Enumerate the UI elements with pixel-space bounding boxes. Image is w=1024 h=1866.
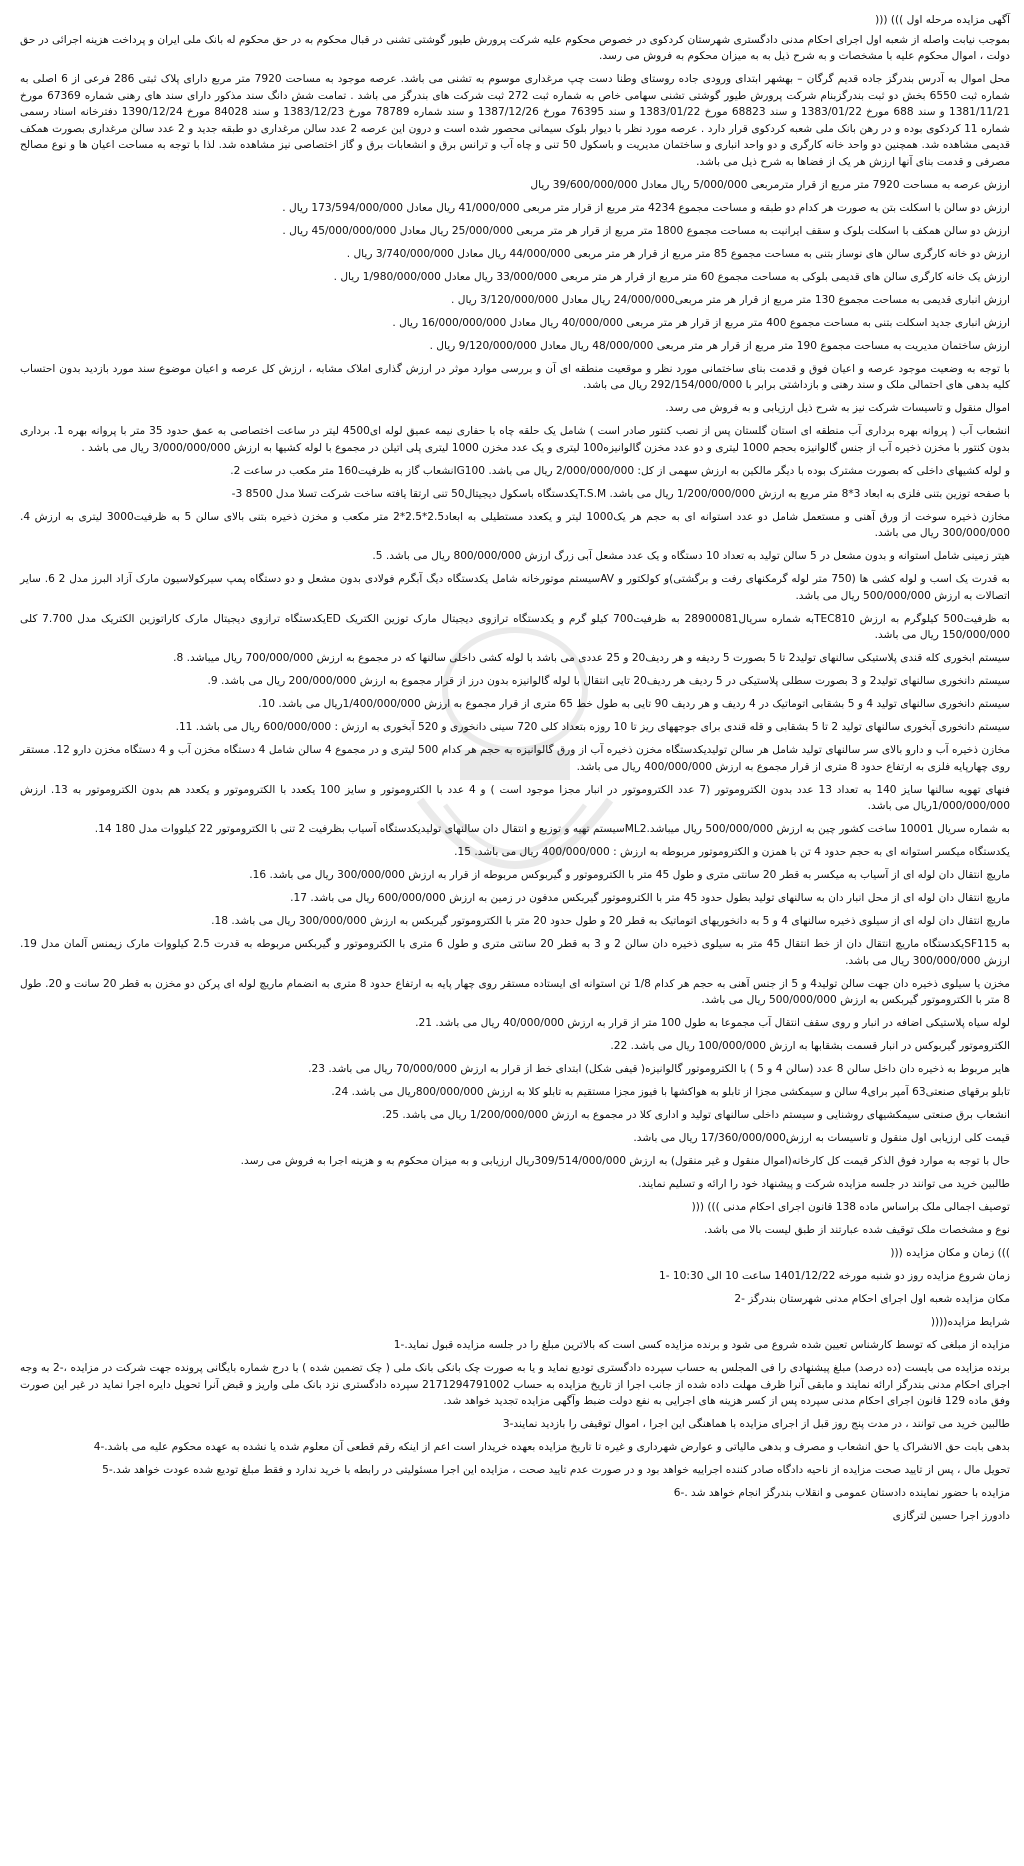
notice-paragraph: مخازن ذخیره آب و دارو بالای سر سالنهای تولید شامل هر سالن تولیدیکدستگاه مخزن ذخیره آب از ورق گالوانیزه به حجم هر کدام 500 لیتری و در مجموع 4 سالن شامل 4 دستگاه مخزن آب و 4 دستگاه مخزن دارو 12. مستقر روی چهارپایه فلزی به ارتفاع حدود 8 متری از قرار مجموع به ارزش 400/000/000 ریال می باشد. [20, 744, 1010, 773]
notice-paragraph: سیستم دانخوری آبخوری سالنهای تولید 2 تا 5 بشقابی و قله قندی برای جوجههای ریز تا 10 روزه بتعداد کلی 720 سینی دانخوری و 520 آبخوری به ارزش : 600/000/000 ریال می باشد. 11. [175, 721, 1010, 733]
notice-paragraph: طالبین خرید می توانند در جلسه مزایده شرکت و پیشنهاد خود را ارائه و تسلیم نمایند. [638, 1178, 1010, 1190]
notice-paragraph: سیستم ابخوری کله قندی پلاستیکی سالنهای تولید2 تا 5 بصورت 5 ردیفه و هر ردیف20 و 25 عددی می باشد با لوله کشی داخلی سالنها که در مجموع به ارزش 700/000/000 ریال میباشد. 8. [173, 652, 1010, 664]
notice-paragraph: ارزش دو سالن با اسکلت بتن به صورت هر کدام دو طبقه و مساحت مجموع 4234 متر مربع از قرار متر مربعی 41/000/000 ریال معادل 173/594/000/000 ریال . [282, 201, 1010, 214]
notice-paragraph: مزایده از مبلغی که توسط کارشناس تعیین شده شروع می شود و برنده مزایده کسی است که بالاترین مبلغ را در جلسه مزایده قبول نماید.-1 [393, 1339, 1010, 1351]
notice-paragraph: ارزش عرصه به مساحت 7920 متر مربع از قرار مترمربعی 5/000/000 ریال معادل 39/600/000/000 ریال [530, 178, 1010, 191]
notice-paragraph: لوله سیاه پلاستیکی اضافه در انبار و روی سقف انتقال آب مجموعا به طول 100 متر از قرار به ارزش 40/000/000 ریال می باشد. 21. [415, 1017, 1010, 1029]
notice-paragraph: فنهای تهویه سالنها سایز 140 به تعداد 13 عدد بدون الکتروموتور (7 عدد الکتروموتور در انبار مجزا موجود است ) و 4 عدد با الکتروموتور و سایز 100 یکعدد با الکتروموتور و یکعدد هم بدون الکتروموتور به 13. ارزش 1/000/000/000ریال می باشد. [20, 783, 1011, 812]
notice-paragraph: توصیف اجمالی ملک براساس ماده 138 قانون اجرای احکام مدنی ))) ((( [691, 1201, 1010, 1213]
notice-paragraph: سیستم دانخوری سالنهای تولید 4 و 5 بشقابی اتوماتیک در 4 ردیف و هر ردیف 90 تایی به طول خط 65 متری از قرار مجموع به ارزش 1/400/000/000ریال می باشد. 10. [258, 698, 1010, 710]
notice-paragraph: به شماره سریال 10001 ساخت کشور چین به ارزش 500/000/000 ریال میباشد.ML2سیستم تهیه و توزیع و انتقال دان سالنهای تولیدیکدستگاه آسیاب بظرفیت 2 تنی با الکتروموتور 22 کیلووات مدل 180 14. [94, 823, 1010, 835]
notice-paragraph: انشعاب برق صنعتی سیمکشیهای روشنایی و سیستم داخلی سالنهای تولید و اداری کلا در مجموع به ارزش 1/200/000/000 ریال می باشد. 25. [382, 1109, 1010, 1121]
notice-paragraph: قیمت کلی ارزیابی اول منقول و تاسیسات به ارزش17/360/000/000 ریال می باشد. [633, 1132, 1010, 1144]
notice-paragraph: نوع و مشخصات ملک توقیف شده عبارتند از طبق لیست بالا می باشد. [704, 1224, 1010, 1236]
notice-paragraph: ارزش انباری قدیمی به مساحت مجموع 130 متر مربع از قرار هر متر مربعی24/000/000 ریال معادل 3/120/000/000 ریال . [451, 293, 1010, 306]
notice-paragraph: سیستم دانخوری سالنهای تولید2 و 3 بصورت سطلی پلاستیکی در 5 ردیف هر ردیف20 تایی انتقال با لوله گالوانیزه بدون درز از قرار مجموع به ارزش 200/000/000 ریال می باشد. 9. [207, 675, 1010, 687]
notice-paragraph: هایر مربوط به ذخیره دان داخل سالن 8 عدد (سالن 4 و 5 ) با الکتروموتور گالوانیزه( قیفی شکل) ابتدای خط از قرار به ارزش 70/000/000 ریال می باشد. 23. [308, 1063, 1010, 1075]
notice-paragraph: با توجه به وضعیت موجود عرصه و اعیان فوق و قدمت بنای ساختمانی مورد نظر و موقعیت منطقه ای آن و بررسی موارد موثر در ارزش گذاری املاک مشابه ، ارزش کل عرصه و اعیان موضوع سند مورد بازدید بدون احتساب کلیه بدهی های احتمالی ملک و سند رهنی و بازداشتی برابر با 292/154/000/000 ریال می باشد. [20, 362, 1010, 391]
notice-paragraph: حال با توجه به موارد فوق الذکر قیمت کل کارخانه(اموال منقول و غیر منقول) به ارزش 309/514/000/000ریال ارزیابی و به میزان محکوم به و هزینه اجرا به فروش می رسد. [240, 1155, 1010, 1167]
notice-paragraph: مزایده با حضور نماینده دادستان عمومی و انقلاب بندرگز انجام خواهد شد .-6 [673, 1487, 1010, 1499]
notice-paragraph: اموال منقول و تاسیسات شرکت نیز به شرح ذیل ارزیابی و به فروش می رسد. [665, 402, 1010, 414]
notice-title: آگهی مزایده مرحله اول ))) ((( [875, 14, 1010, 26]
notice-paragraph: ارزش دو خانه کارگری سالن های نوساز بتنی به مساحت مجموع 85 متر مربع از قرار هر متر مربعی 44/000/000 ریال معادل 3/740/000/000 ریال . [346, 247, 1010, 260]
notice-paragraph: تحویل مال ، پس از تایید صحت مزایده از ناحیه دادگاه صادر کننده اجراییه خواهد بود و در صورت عدم تایید صحت ، مزایده این اجرا مسئولیتی در رابطه با خرید ندارد و فقط مبلغ تودیع شده عودت خواهد شد.-5 [102, 1464, 1010, 1476]
notice-paragraph: محل اموال به آدرس بندرگز جاده قدیم گرگان – بهشهر ابتدای ورودی جاده روستای وطنا دست چپ مرغداری موسوم به تشنی می باشد. عرصه موجود به مساحت 7920 متر مربع دارای پلاک ثبتی 286 فرعی از 6 اصلی به شماره ثبت 6550 بخش دو ثبت بندرگزبنام شرکت پرورش طیور گوشتی تشنی سهامی خاص به شماره ثبت 272 ثبت شرکت های بندرگز می باشد . تمامت شش دانگ سند مذکور دارای سند های رهنی شماره 67369 مورخ 1381/11/21 و سند 688 مورخ 1383/01/22 و سند 68823 مورخ 1383/01/22 و سند 76395 مورخ 1387/12/26 و سند شماره 78789 مورخ 1383/12/23 و سند 84028 مورخ 1390/12/24 دفترخانه اسناد رسمی شماره 11 کردکوی بوده و در رهن بانک ملی شعبه کردکوی قرار دارد . عرصه مورد نظر با دیوار بلوک سیمانی محصور شده است و درون این عرصه 2 عدد سالن مرغداری دو طبقه جدید و 2 عدد سالن مرغداری بصورت همکف قدیمی مشاهده شد. همچنین دو واحد خانه کارگری و دو واحد انباری و ساختمان مدیریت و باسکول 50 تنی و چاه آب و ترانس برق و انشعابات برق و گاز اختصاصی نیز مشاهده شد. لذا با توجه به مساحت اعیان ها و نوع مصالح مصرفی و قدمت بنای آنها ارزش هر یک از فضاها به شرح ذیل می باشد. [20, 73, 1011, 168]
notice-paragraph: ماریچ انتقال دان لوله ای از سیلوی ذخیره سالنهای 4 و 5 به دانخوریهای اتوماتیک به قطر 20 و طول حدود 20 متر با الکتروموتور گیربکس به ارزش 300/000/000 ریال می باشد. 18. [211, 915, 1010, 927]
notice-paragraph: ارزش دو سالن همکف با اسکلت بلوک و سقف ایرانیت به مساحت مجموع 1800 متر مربع از قرار هر متر مربعی 25/000/000 ریال معادل 45/000/000/000 ریال . [282, 224, 1010, 237]
notice-paragraph: ارزش ساختمان مدیریت به مساحت مجموع 190 متر مربع از قرار هر متر مربعی 48/000/000 ریال معادل 9/120/000/000 ریال . [429, 339, 1010, 352]
notice-paragraph: با صفحه توزین بتنی فلزی به ابعاد 3*8 متر مربع به ارزش 1/200/000/000 ریال می باشد. T.S.Mیکدستگاه باسکول دیجیتال50 تنی ارتقا یافته ساخت شرکت تسلا مدل 8500 3- [231, 487, 1010, 500]
notice-paragraph: برنده مزایده می بایست (ده درصد) مبلغ پیشنهادی را فی المجلس به حساب سپرده دادگستری تودیع نماید و یا به صورت چک بانکی بانک ملی ( چک تضمین شده ) با درج شماره بایگانی پرونده جهت شرکت در مزایده ،-2 به وجه اجرای احکام مدنی بندرگز ارائه نمایند و مابقی آنرا ظرف مهلت داده شده از جانب اجرا از تاریخ مزایده به حساب 2171294791002 سپرده دادگستری نزد بانک ملی واریز و قبض آنرا تحویل دایره اجرا نماید در غیر این صورت وفق ماده 129 قانون اجرای احکام مدنی سپرده پس از کسر هزینه های اجرایی به نفع دولت ضبط وآگهی مزایده تجدید خواهد شد. [20, 1362, 1010, 1407]
notice-paragraph: مکان مزایده شعبه اول اجرای احکام مدنی شهرستان بندرگز -2 [734, 1293, 1010, 1305]
notice-paragraph: و لوله کشیهای داخلی که بصورت مشترک بوده با دیگر مالکین به ارزش سهمی از کل: 2/000/000/000 ریال می باشد. G100انشعاب گاز به ظرفیت160 متر مکعب در ساعت 2. [230, 464, 1010, 477]
notice-paragraph: یکدستگاه میکسر استوانه ای به حجم حدود 4 تن با همزن و الکتروموتور مربوطه به ارزش : 400/000/000 ریال می باشد. 15. [454, 846, 1010, 858]
notice-paragraph: بدهی بابت حق الانشراک یا حق انشعاب و مصرف و بدهی مالیاتی و عوارض شهرداری و غیره تا تاریخ مزایده بعهده خریدار است اعم از اینکه رقم قطعی آن معلوم شده یا نشده به عهده محکوم علیه می باشد.-4 [93, 1441, 1010, 1453]
notice-paragraph: طالبین خرید می توانند ، در مدت پنج روز قبل از اجرای مزایده با هماهنگی این اجرا ، اموال توقیفی را بازدید نمایند-3 [502, 1418, 1010, 1430]
notice-paragraph: شرایط مزایده(((( [930, 1316, 1010, 1328]
notice-paragraph: زمان شروع مزایده روز دو شنبه مورخه 1401/12/22 ساعت 10 الی 10:30 -1 [658, 1270, 1010, 1282]
notice-paragraph: مخزن یا سیلوی ذخیره دان جهت سالن تولید4 و 5 از جنس آهنی به حجم هر کدام 1/8 تن استوانه ای ایستاده مستقر روی چهار پایه به ارتفاع حدود 8 متری به انضمام ماریچ لوله ای پرکن دو مخزن به قطر 20 سانت و 20. طول 8 متر با الکتروموتور گیربکس به ارزش 500/000/000 ریال می باشد. [20, 977, 1010, 1006]
notice-paragraph: ))) زمان و مکان مزایده ((( [890, 1247, 1010, 1259]
notice-paragraph: ارزش انباری جدید اسکلت بتنی به مساحت مجموع 400 متر مربع از قرار هر متر مربعی 40/000/000 ریال معادل 16/000/000/000 ریال . [392, 316, 1010, 329]
notice-paragraph: به قدرت یک اسب و لوله کشی ها (750 متر لوله گرمکنهای رفت و برگشتی)و کولکتور و AVسیستم موتورخانه شامل یکدستگاه دیگ آبگرم فولادی بدون مشعل و دو دستگاه پمپ سیرکولاسیون مارک آزاد البرز مدل 2 6. سایر اتصالات به ارزش 500/000/000 ریال می باشد. [20, 573, 1010, 602]
notice-paragraph: هیتر زمینی شامل استوانه و بدون مشعل در 5 سالن تولید به تعداد 10 دستگاه و یک عدد مشعل آبی زرگ ارزش 800/000/000 ریال می باشد. 5. [372, 550, 1010, 562]
notice-paragraph: انشعاب آب ( پروانه بهره برداری آب منطقه ای استان گلستان پس از نصب کنتور صادر است ) شامل یک حلقه چاه با حفاری نیمه عمیق لوله ای4500 لیتر در ساعت اختصاصی به عمق حدود 35 متر با پروانه بهره 1. برداری بدون کنتور با مخزن ذخیره آب از جنس گالوانیزه بحجم 1000 لیتری و دو عدد مخزن گالوانیزه100 لیتری و یک عدد مخزن 1000 لیتری پلی اتیلن در مجموع با لوله کشیها به ارزش 3/000/000/000 ریال می باشد . [20, 425, 1010, 454]
notice-paragraph: به ظرفیت500 کیلوگرم به ارزش TEC810به شماره سریال28900081 به ظرفیت700 کیلو گرم و یکدستگاه ترازوی دیجیتال مارک توزین الکتریک EDیکدستگاه ترازوی دیجیتال مارک کاراتوزین الکتریک مدل 7.700 کلی 150/000/000 ریال می باشد. [20, 612, 1011, 641]
notice-paragraph: تابلو برقهای صنعتی63 آمپر برای4 سالن و سیمکشی مجزا از تابلو به هواکشها با فیوز مجزا مستقیم به تابلو کلا به ارزش 800/000/000ریال می باشد. 24. [331, 1086, 1010, 1098]
notice-paragraph: الکتروموتور گیربوکس در انبار قسمت بشقابها به ارزش 100/000/000 ریال می باشد. 22. [610, 1040, 1010, 1052]
notice-paragraph: بموجب نیابت واصله از شعبه اول اجرای احکام مدنی دادگستری شهرستان کردکوی در خصوص محکوم علیه شرکت پرورش طیور گوشتی تشنی در قبال محکوم به در حق محکوم له بانک ملی ایران و پرداخت هزینه اجرائی در حق دولت ، اموال محکوم علیه با مشخصات و به شرح ذیل به به میزان محکوم به فروش می رسد. [20, 33, 1010, 62]
notice-paragraph: مخازن ذخیره سوخت از ورق آهنی و مستعمل شامل دو عدد استوانه ای به حجم هر یک1000 لیتر و یکعدد مستطیلی به ابعاد2.5*2.5*2 متر مکعب و مخزن ذخیره بتنی بالای سالن 5 به ظرفیت3000 لیتری به ارزش 4. 300/000/000 ریال می باشد. [20, 510, 1010, 539]
notice-paragraph: ارزش یک خانه کارگری سالن های قدیمی بلوکی به مساحت مجموع 60 متر مربع از قرار هر متر مربعی 33/000/000 ریال معادل 1/980/000/000 ریال . [333, 270, 1010, 283]
signature: دادورز اجرا حسین لترگازی [892, 1510, 1010, 1522]
notice-paragraph: ماریچ انتقال دان لوله ای از محل انبار دان به سالنهای تولید بطول حدود 45 متر با الکتروموتور گیربکس مدفون در زمین به ارزش 600/000/000 ریال می باشد. 17. [290, 892, 1010, 904]
auction-notice-document [20, 12, 1010, 1531]
notice-paragraph: ماریچ انتقال دان لوله ای از آسیاب به میکسر به قطر 20 سانتی متری و طول 45 متر با الکتروموتور و گیربوکس مربوطه از قرار به ارزش 300/000/000 ریال می باشد. 16. [249, 869, 1010, 881]
notice-paragraph: به SF115یکدستگاه ماریچ انتقال دان از خط انتقال 45 متر به سیلوی ذخیره دان سالن 2 و 3 به قطر 20 سانتی متری و طول 6 متری با الکتروموتور و گیربکس مربوطه به قدرت 2.5 کیلووات مارک زیمنس آلمان مدل 19. ارزش 300/000/000 ریال می باشد. [20, 938, 1010, 967]
